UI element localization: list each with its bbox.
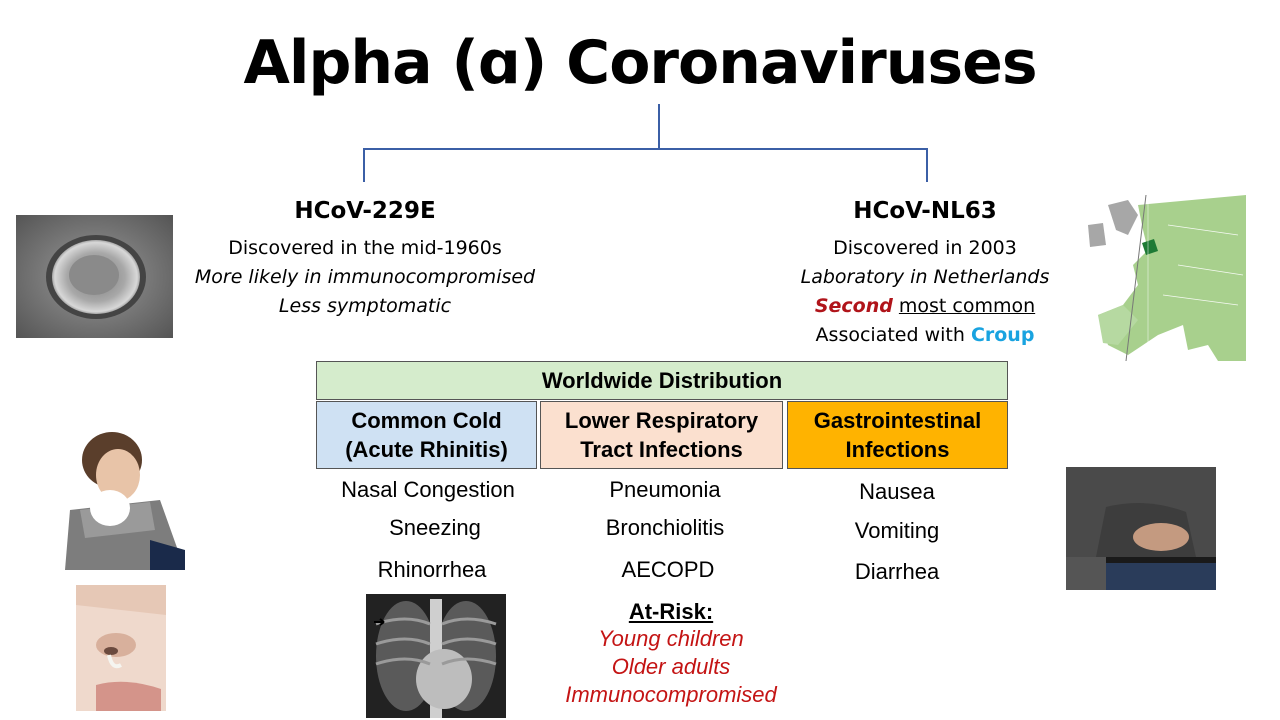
risk-young-children: Young children <box>598 626 744 651</box>
stomach-ache-image <box>1066 467 1216 590</box>
symptom-vomiting: Vomiting <box>854 518 940 543</box>
virus-nl63-lab: Laboratory in Netherlands <box>800 266 1050 288</box>
lower-respiratory-box: Lower Respiratory Tract Infections <box>540 401 783 469</box>
tree-branch-horizontal <box>363 148 928 150</box>
virus-229e-name: HCoV-229E <box>294 198 436 224</box>
croup-text: Croup <box>970 324 1035 346</box>
gastrointestinal-box: Gastrointestinal Infections <box>787 401 1008 469</box>
virus-nl63-association <box>780 321 1070 350</box>
symptom-rhinorrhea: Rhinorrhea <box>377 557 487 582</box>
symptom-pneumonia: Pneumonia <box>609 477 721 502</box>
symptom-sneezing: Sneezing <box>389 515 481 540</box>
page-title: Alpha (ɑ) Coronaviruses <box>243 28 1037 98</box>
virus-nl63-name: HCoV-NL63 <box>853 198 997 224</box>
associated-text: Associated with <box>815 324 965 346</box>
symptom-diarrhea: Diarrhea <box>854 559 940 584</box>
risk-immunocompromised: Immunocompromised <box>565 682 777 707</box>
virus-229e-block <box>180 198 550 321</box>
virus-nl63-discovery: Discovered in 2003 <box>833 237 1017 259</box>
second-text: Second <box>814 295 893 317</box>
symptom-nausea: Nausea <box>859 479 935 504</box>
sneezing-woman-image <box>60 430 190 570</box>
symptom-nasal-congestion: Nasal Congestion <box>341 477 515 502</box>
virion-micrograph-image <box>16 215 173 338</box>
symptom-aecopd: AECOPD <box>621 557 715 582</box>
at-risk-heading: At-Risk: <box>628 599 714 624</box>
risk-older-adults: Older adults <box>611 654 731 679</box>
chest-xray-image <box>366 594 506 718</box>
virus-nl63-prevalence <box>780 292 1070 321</box>
virus-229e-discovery: Discovered in the mid-1960s <box>228 237 502 259</box>
common-cold-box: Common Cold (Acute Rhinitis) <box>316 401 537 469</box>
virus-nl63-block <box>780 198 1070 350</box>
virus-229e-immunocompromised: More likely in immunocompromised <box>194 266 536 288</box>
tree-stem <box>658 104 660 150</box>
at-risk-section <box>521 599 821 709</box>
symptom-bronchiolitis: Bronchiolitis <box>605 515 725 540</box>
virus-229e-symptomatic: Less symptomatic <box>278 295 452 317</box>
europe-map-image <box>1068 195 1246 361</box>
runny-nose-image <box>76 585 166 711</box>
tree-branch-left <box>363 148 365 182</box>
most-common-text: most common <box>898 295 1036 317</box>
worldwide-distribution-header: Worldwide Distribution <box>316 361 1008 400</box>
tree-branch-right <box>926 148 928 182</box>
